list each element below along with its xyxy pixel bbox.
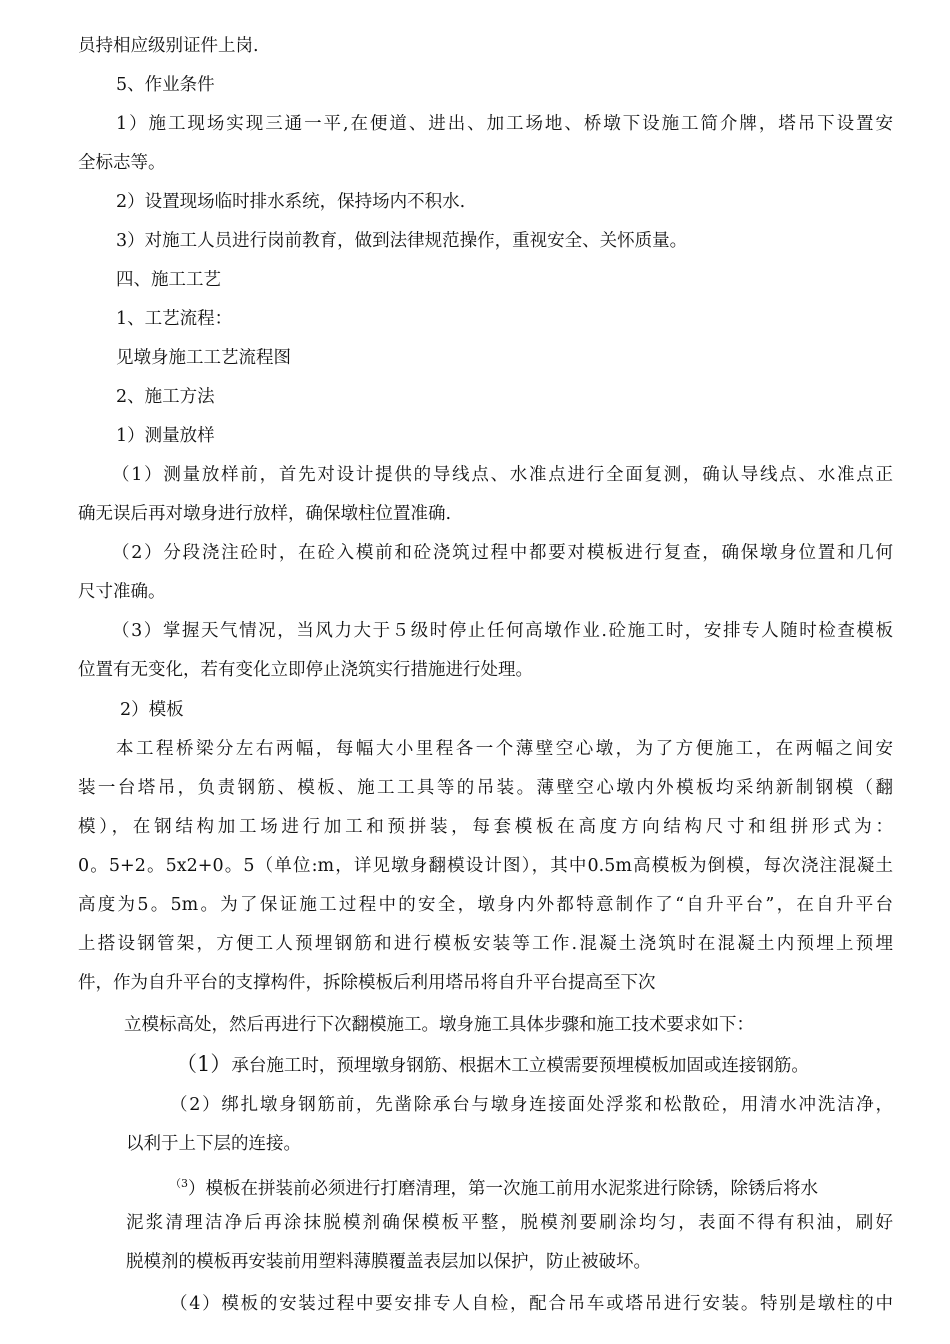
text-line: 员持相应级别证件上岗.: [78, 36, 259, 56]
paragraph-line: （2）绑扎墩身钢筋前，先凿除承台与墩身连接面处浮浆和松散砼，用清水冲洗洁净，: [170, 1095, 893, 1115]
paragraph-line: 模），在钢结构加工场进行加工和预拼装，每套模板在高度方向结构尺寸和组拼形式为：: [78, 817, 893, 837]
paragraph-line: （2）分段浇注砼时，在砼入模前和砼浇筑过程中都要对模板进行复查，确保墩身位置和几何: [112, 543, 893, 563]
section-heading: 2）模板: [120, 700, 184, 720]
paragraph-line: 3）对施工人员进行岗前教育，做到法律规范操作，重视安全、关怀质量。: [116, 231, 688, 251]
section-heading: 四、施工工艺: [116, 270, 221, 290]
section-heading: 1）测量放样: [116, 426, 215, 446]
list-item: [170, 1172, 893, 1201]
paragraph-line: 以利于上下层的连接。: [126, 1134, 301, 1154]
paragraph-line: 确无误后再对墩身进行放样，确保墩柱位置准确.: [78, 504, 452, 524]
section-heading: 5、作业条件: [116, 75, 215, 95]
paragraph-line: 0。5+2。5x2+0。5（单位:m，详见墩身翻模设计图），其中0.5m高模板为倒模，每次浇注混凝土: [78, 856, 893, 876]
paragraph-line: 全标志等。: [78, 153, 166, 173]
paragraph-line: 位置有无变化，若有变化立即停止浇筑实行措施进行处理。: [78, 660, 533, 680]
list-marker: （1）: [176, 1052, 232, 1076]
paragraph-line: 立模标高处，然后再进行下次翻模施工。墩身施工具体步骤和施工技术要求如下：: [124, 1015, 754, 1035]
paragraph-line: 上搭设钢管架，方便工人预埋钢筋和进行模板安装等工作.混凝土浇筑时在混凝土内预埋上预埋: [78, 934, 893, 954]
paragraph-line: 件，作为自升平台的支撑构件，拆除模板后利用塔吊将自升平台提高至下次: [78, 973, 656, 993]
paragraph-line: 高度为5。5m。为了保证施工过程中的安全，墩身内外都特意制作了“自升平台”，在自升平台: [78, 895, 893, 915]
list-item-text: 承台施工时，预埋墩身钢筋、根据木工立模需要预埋模板加固或连接钢筋。: [231, 1056, 809, 1076]
paragraph-line: （4）模板的安装过程中要安排专人自检，配合吊车或塔吊进行安装。特别是墩柱的中: [170, 1294, 893, 1314]
paragraph-line: 装一台塔吊，负责钢筋、模板、施工工具等的吊装。薄壁空心墩内外模板均采纳新制钢模（翻: [78, 778, 893, 798]
paragraph-line: 尺寸准确。: [78, 582, 166, 602]
paragraph-line: （1）测量放样前，首先对设计提供的导线点、水准点进行全面复测，确认导线点、水准点正: [112, 465, 893, 485]
paragraph-line: 见墩身施工工艺流程图: [116, 348, 291, 368]
paragraph-line: 1）施工现场实现三通一平,在便道、进出、加工场地、桥墩下设施工简介牌，塔吊下设置安: [116, 114, 893, 134]
paragraph-line: 脱模剂的模板再安装前用塑料薄膜覆盖表层加以保护，防止被破坏。: [126, 1252, 651, 1272]
paragraph-line: 2）设置现场临时排水系统，保持场内不积水.: [116, 192, 466, 212]
section-heading: 1、工艺流程：: [116, 309, 233, 329]
section-heading: 2、施工方法: [116, 387, 215, 407]
list-marker: （3: [170, 1177, 188, 1190]
list-item: [176, 1052, 893, 1078]
paragraph-line: 泥浆清理洁净后再涂抹脱模剂确保模板平整，脱模剂要刷涂均匀，表面不得有积油，刷好: [126, 1213, 893, 1233]
paragraph-line: 本工程桥梁分左右两幅，每幅大小里程各一个薄壁空心墩，为了方便施工，在两幅之间安: [116, 739, 893, 759]
list-item-text: ）模板在拼装前必须进行打磨清理，第一次施工前用水泥浆进行除锈，除锈后将水: [188, 1179, 818, 1199]
paragraph-line: （3）掌握天气情况，当风力大于５级时停止任何高墩作业.砼施工时，安排专人随时检查模板: [112, 621, 893, 641]
